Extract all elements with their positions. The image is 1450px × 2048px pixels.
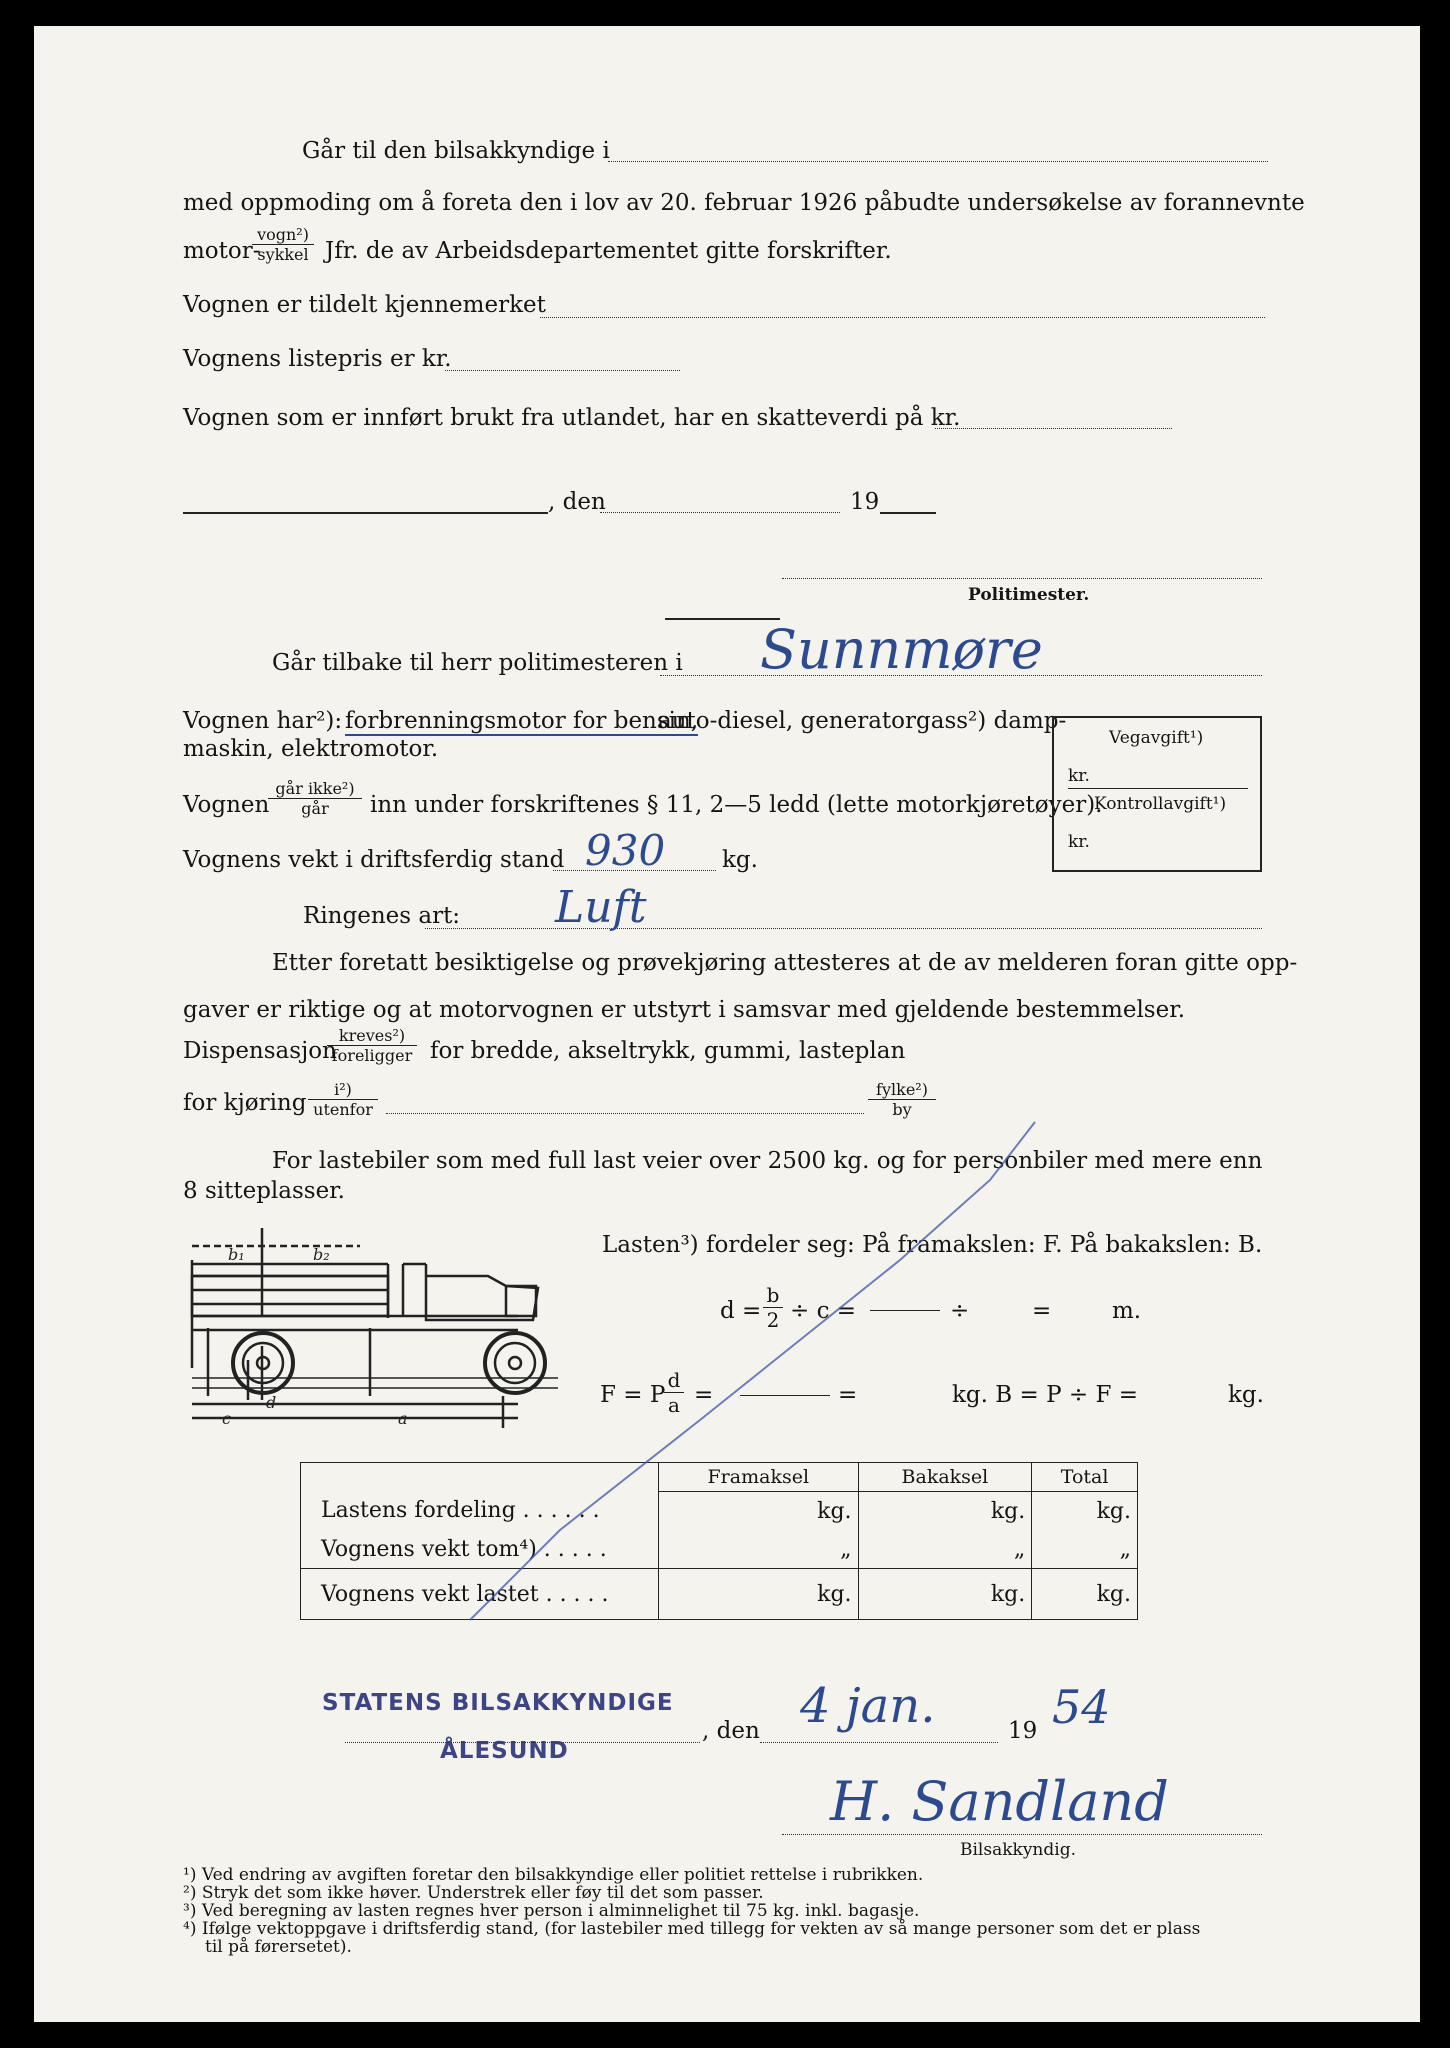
table-cell[interactable]: „ (858, 1530, 1032, 1569)
fraction-bottom: a (668, 1393, 680, 1417)
field-listepris[interactable] (445, 370, 680, 371)
row-label: Vognens vekt tom⁴) . . . . . (301, 1530, 659, 1569)
formula-div: ÷ (950, 1298, 970, 1324)
footnote-text: Ved endring av avgiften foretar den bilsakkyndige eller politiet rettelse i rubrikken. (201, 1865, 924, 1885)
bottom-year-prefix: 19 (1008, 1718, 1038, 1744)
underlined-motor-type: forbrenningsmotor for bensin, (345, 708, 699, 734)
diagram-label-d: d (266, 1393, 277, 1412)
table-cell[interactable]: kg. (1032, 1569, 1138, 1620)
footnote-text: Stryk det som ikke høver. Understrek eller føy til det som passer. (201, 1883, 764, 1903)
kjoring-prefix: for kjøring (183, 1090, 307, 1116)
handwritten-tires: Luft (555, 882, 647, 933)
formula-eq3: = (838, 1382, 858, 1408)
fraction-bottom: by (892, 1100, 912, 1119)
field-formula-2[interactable] (740, 1395, 830, 1396)
fraction-top: i²) (308, 1080, 378, 1100)
table-header: Total (1032, 1463, 1138, 1492)
table-cell[interactable]: kg. (1032, 1492, 1138, 1531)
label-year: 19 (850, 489, 880, 515)
field-skatteverdi[interactable] (935, 428, 1172, 429)
table-cell[interactable]: kg. (659, 1492, 859, 1531)
truck-diagram (188, 1228, 563, 1443)
field-year[interactable] (880, 512, 936, 514)
formula-d: d = (720, 1298, 762, 1324)
formula-c: ÷ c = (790, 1298, 857, 1324)
table-cell[interactable]: kg. (659, 1569, 859, 1620)
footnote-1 (183, 1866, 923, 1884)
field-bilsakkyndig-place[interactable] (345, 1742, 700, 1743)
table-cell[interactable]: „ (659, 1530, 859, 1569)
gar-prefix: Vognen (183, 792, 270, 818)
footnote-2 (183, 1884, 764, 1902)
gar-suffix: inn under forskriftenes § 11, 2—5 ledd (lette motorkjøretøyer). (370, 792, 1103, 818)
vekt-unit: kg. (722, 847, 758, 873)
bottom-label-den: , den (702, 1718, 760, 1744)
disp-prefix: Dispensasjon (183, 1038, 337, 1064)
table-row (301, 1530, 1138, 1569)
disp-fraction (327, 1026, 417, 1065)
field-formula-1[interactable] (870, 1310, 940, 1311)
field-kjennemerke[interactable] (540, 317, 1265, 318)
line-oppmoding: med oppmoding om å foreta den i lov av 20. februar 1926 påbudte undersøkelse av forannevnte (183, 190, 1305, 216)
table-row (301, 1492, 1138, 1531)
motor-suffix: Jfr. de av Arbeidsdepartementet gitte forskrifter. (325, 238, 892, 264)
motor-types-rest: auto-diesel, generatorgass²) damp- (658, 708, 1067, 734)
fraction-top: går ikke²) (268, 779, 362, 799)
label-kjennemerke: Vognen er tildelt kjennemerket (183, 292, 546, 318)
table-cell[interactable]: kg. (858, 1569, 1032, 1620)
row-label: Lastens fordeling . . . . . . (301, 1492, 659, 1531)
label-tilbake: Går tilbake til herr politimesteren i (272, 650, 683, 676)
fraction-bottom: utenfor (313, 1100, 373, 1119)
footnote-text: Ved beregning av lasten regnes hver person i alminnelighet til 75 kg. inkl. bagasje. (201, 1901, 920, 1921)
kjoring-fraction (308, 1080, 378, 1119)
formula-m: m. (1112, 1298, 1142, 1324)
motor-prefix: motor- (183, 238, 261, 264)
stamp-line1: STATENS BILSAKKYNDIGE (322, 1690, 674, 1716)
table-header: Framaksel (659, 1463, 859, 1492)
footnote-text: til på førersetet). (205, 1937, 352, 1957)
label-kontrollavgift: Kontrollavgift¹) (1094, 794, 1227, 814)
label-bilsakkyndig: Bilsakkyndig. (960, 1840, 1076, 1860)
stamp-line2: ÅLESUND (440, 1738, 569, 1764)
field-bottom-date[interactable] (760, 1742, 998, 1743)
footnote-4-cont (205, 1938, 352, 1956)
field-ringer[interactable] (425, 928, 1262, 929)
laste-line1: For lastebiler som med full last veier over 2500 kg. og for personbiler med mere enn (272, 1148, 1263, 1174)
footnote-mark: ⁴) (183, 1919, 197, 1939)
fraction-top: vogn²) (252, 225, 314, 245)
load-distribution-table (300, 1462, 1138, 1620)
disp-suffix: for bredde, akseltrykk, gummi, lasteplan (430, 1038, 906, 1064)
footnote-4 (183, 1920, 1200, 1938)
handwritten-signature: H. Sandland (830, 1770, 1169, 1833)
formula-kg: kg. (1228, 1382, 1264, 1408)
table-header-row (301, 1463, 1138, 1492)
motor-fraction (252, 225, 314, 264)
label-vognen-har: Vognen har²): (183, 708, 343, 734)
diagram-label-b1: b₁ (228, 1245, 245, 1264)
line-bilsakkyndige: Går til den bilsakkyndige i (302, 138, 610, 164)
handwritten-weight: 930 (585, 826, 666, 875)
formula-fraction-da (664, 1368, 684, 1417)
diagram-label-c: c (222, 1409, 231, 1428)
field-vegavgift[interactable] (1068, 788, 1248, 789)
attest-line1: Etter foretatt besiktigelse og prøvekjøring attesteres at de av melderen foran gitte opp- (272, 950, 1298, 976)
fee-box (1052, 716, 1262, 872)
label-kr-kontrollavgift: kr. (1068, 832, 1090, 852)
footnote-mark: ²) (183, 1883, 197, 1903)
diagram-label-b2: b₂ (313, 1245, 330, 1264)
formula-eq2: = (694, 1382, 714, 1408)
formula-F: F = P (600, 1382, 666, 1408)
attest-line2: gaver er riktige og at motorvognen er utstyrt i samsvar med gjeldende bestemmelser. (183, 997, 1186, 1023)
fylke-fraction (868, 1080, 936, 1119)
label-kr-vegavgift: kr. (1068, 766, 1090, 786)
label-vekt: Vognens vekt i driftsferdig stand (183, 847, 565, 873)
fraction-bottom: foreligger (331, 1046, 413, 1065)
table-row (301, 1569, 1138, 1620)
diagram-label-a: a (398, 1409, 408, 1428)
fraction-top: d (664, 1368, 684, 1393)
label-skatteverdi: Vognen som er innført brukt fra utlandet, har en skatteverdi på kr. (183, 405, 961, 431)
gar-fraction (268, 779, 362, 818)
field-kjoring[interactable] (386, 1113, 864, 1114)
field-date[interactable] (600, 512, 840, 513)
fraction-top: b (763, 1283, 783, 1308)
fraction-bottom: går (301, 799, 329, 818)
fraction-top: fylke²) (868, 1080, 936, 1100)
laste-line2: 8 sitteplasser. (183, 1178, 345, 1204)
fraction-bottom: sykkel (257, 245, 309, 264)
row-label: Vognens vekt lastet . . . . . (301, 1569, 659, 1620)
field-bilsakkyndige-place[interactable] (608, 161, 1268, 162)
handwritten-place: Sunnmøre (760, 618, 1043, 681)
label-den: , den (548, 489, 606, 515)
label-listepris: Vognens listepris er kr. (183, 346, 452, 372)
field-bilsakkyndig-signature[interactable] (782, 1834, 1262, 1835)
footnote-mark: ¹) (183, 1865, 197, 1885)
footnote-text: Ifølge vektoppgave i driftsferdig stand, (for lastebiler med tillegg for vekten av så mange personer som det er plass (201, 1919, 1201, 1939)
table-cell[interactable]: kg. (858, 1492, 1032, 1531)
handwritten-date: 4 jan. (800, 1678, 936, 1734)
label-politimester: Politimester. (968, 585, 1090, 605)
fraction-top: kreves²) (327, 1026, 417, 1046)
handwritten-year: 54 (1052, 1680, 1111, 1734)
footnote-mark: ³) (183, 1901, 197, 1921)
formula-kgB: kg. B = P ÷ F = (952, 1382, 1138, 1408)
table-cell[interactable]: „ (1032, 1530, 1138, 1569)
table-header: Bakaksel (858, 1463, 1032, 1492)
label-ringer: Ringenes art: (303, 903, 461, 929)
field-politimester-signature[interactable] (782, 578, 1262, 579)
formula-fraction-b2 (763, 1283, 783, 1332)
lasten-line: Lasten³) fordeler seg: På framakslen: F. På bakakslen: B. (602, 1232, 1263, 1258)
fraction-bottom: 2 (766, 1308, 780, 1332)
motor-types-line2: maskin, elektromotor. (183, 736, 439, 762)
footnote-3 (183, 1902, 919, 1920)
label-vegavgift: Vegavgift¹) (1109, 728, 1204, 748)
formula-eq: = (1032, 1298, 1052, 1324)
field-place[interactable] (183, 512, 548, 514)
